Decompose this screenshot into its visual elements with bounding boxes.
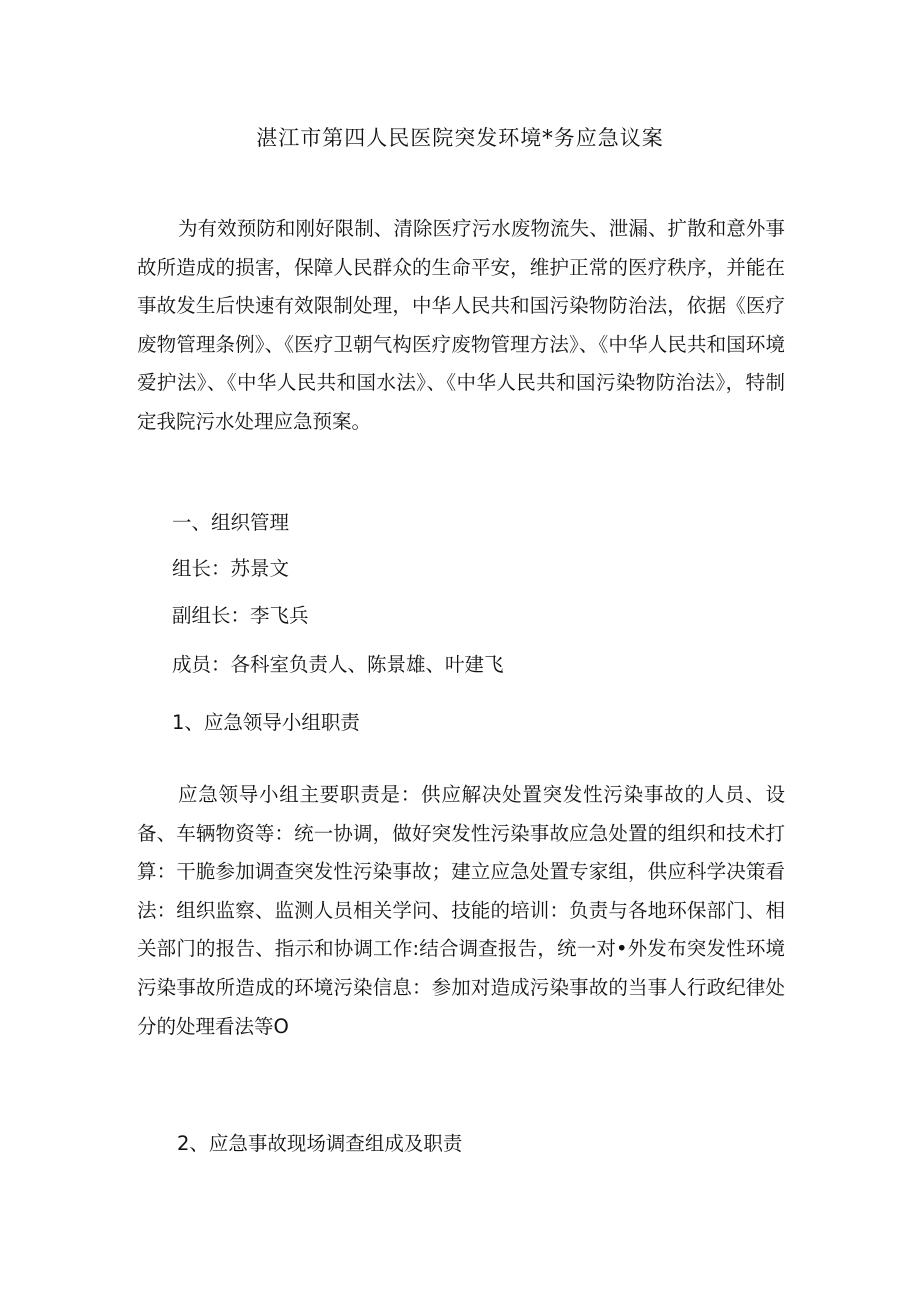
org-heading: 一、组织管理 bbox=[172, 511, 290, 534]
members-line: 成员：各科室负责人、陈景雄、叶建飞 bbox=[172, 653, 504, 676]
section2-heading: 2、应急事故现场调查组成及职责 bbox=[177, 1132, 463, 1155]
document-title: 湛江市第四人民医院突发环境*务应急议案 bbox=[256, 126, 664, 150]
deputy-leader-line: 副组长：李飞兵 bbox=[172, 604, 309, 627]
intro-paragraph: 为有效预防和刚好限制、清除医疗污水废物流失、泄漏、扩散和意外事故所造成的损害，保障人民群众的生命平安，维护正常的医疗秩序，并能在事故发生后快速有效限制处理，中华人民共和国污染物防治法，依据《医疗废物管理条例》、《医疗卫朝气构医疗废物管理方法》、《中华人民共和国环境爱护法》、《中华人民共和国水法》、《中华人民共和国污染物防治法》，特制定我院污水处理应急预案。 bbox=[137, 217, 785, 433]
section1-paragraph: 应急领导小组主要职责是：供应解决处置突发性污染事故的人员、设备、车辆物资等：统一协调，做好突发性污染事故应急处置的组织和技术打算：干脆参加调查突发性污染事故；建立应急处置专家组，供应科学决策看法：组织监察、监测人员相关学问、技能的培训：负责与各地环保部门、相关部门的报告、指示和协调工作:结合调查报告，统一对•外发布突发性环境污染事故所造成的环境污染信息：参加对造成污染事故的当事人行政纪律处分的处理看法等O bbox=[137, 783, 785, 1038]
section1-heading: 1、应急领导小组职责 bbox=[172, 711, 360, 734]
leader-line: 组长：苏景文 bbox=[172, 557, 290, 580]
